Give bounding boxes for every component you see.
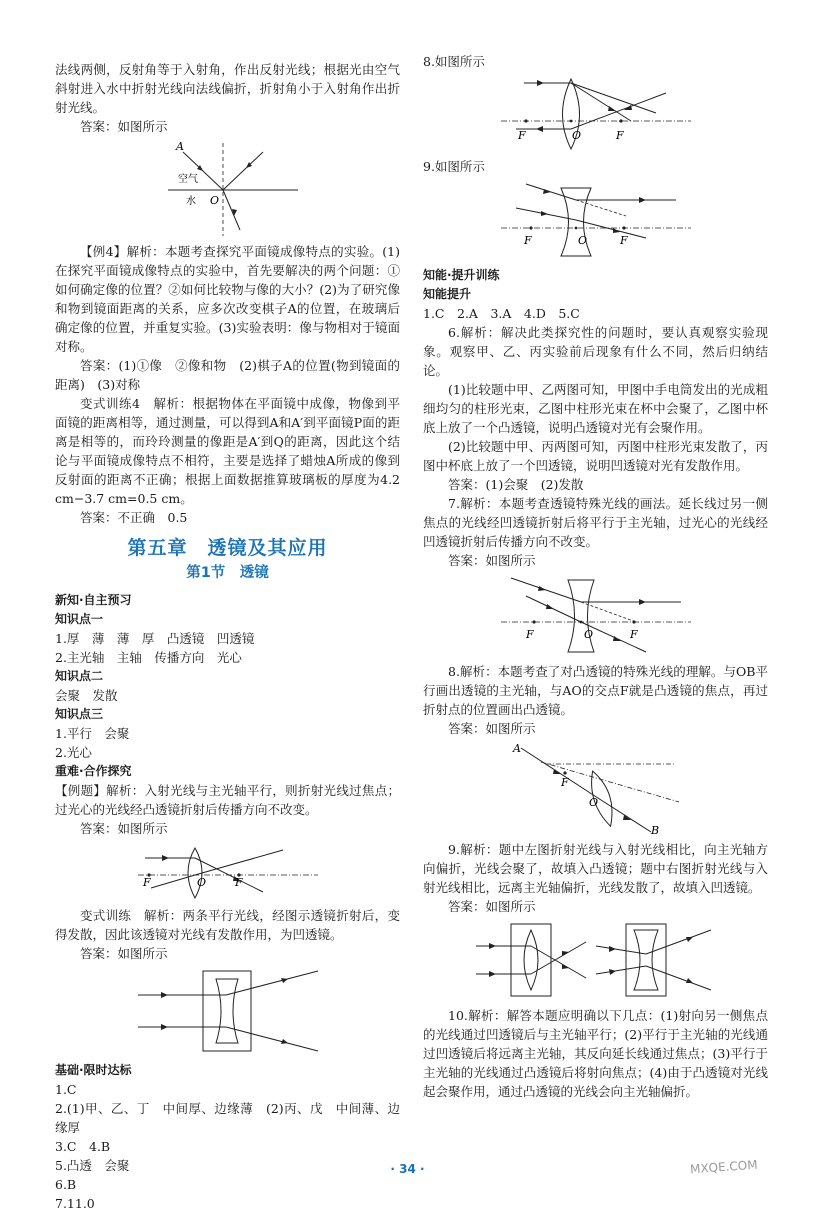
fig8-center: O (571, 129, 581, 142)
fig9-center: O (577, 234, 587, 247)
variant-problem: 变式训练 解析：两条平行光线，经图示透镜折射后，变得发散，因此该透镜对光线有发散作用，为凹透镜。 (55, 908, 400, 942)
answer-figure-label: 答案：如图所示 (80, 119, 168, 134)
kp1-line-2: 2.主光轴 主轴 传播方向 光心 (55, 650, 242, 665)
intro-text: 法线两侧，反射角等于入射角，作出反射光线；根据光由空气斜射进入水中折射光线向法线偏折，折射角小于入射角作出折射光线。 (55, 62, 400, 115)
ability-item-8: 8.解析：本题考查了对凸透镜的特殊光线的理解。与OB平行画出透镜的主光轴，与AO的交点F就是凸透镜的焦点，再过折射点的位置画出凸透镜。 (423, 664, 768, 717)
ability-item-10: 10.解析：解答本题应明确以下几点：(1)射向另一侧焦点的光线通过凹透镜后与主光轴平行；(2)平行于主光轴的光线通过凹透镜后将远离主光轴，其反向延长线通过焦点；(3)平行于主光轴的光线通过凸透镜后将射向焦点；(4)由于凸透镜对光线起会聚作用，通过凸透镜的光线会向主光轴偏折。 (423, 1008, 768, 1099)
basic-answer-1: 1.C (55, 1082, 77, 1097)
variant-answer: 答案：如图所示 (80, 946, 168, 961)
ability-heading: 知能·提升训练 (423, 268, 500, 282)
kp2-line-1: 会聚 发散 (55, 688, 118, 703)
fig9-focus-left: F (523, 234, 532, 247)
new-knowledge-heading: 新知·自主预习 (55, 593, 132, 607)
chapter-title: 第五章 透镜及其应用 (127, 537, 328, 559)
basic-answer-2: 2.(1)甲、乙、丁 中间厚、边缘薄 (2)丙、戊 中间薄、边缘厚 (55, 1101, 400, 1135)
optical-center-o: O (196, 876, 206, 889)
example-problem: 【例题】解析：入射光线与主光轴平行，则折射光线过焦点；过光心的光线经凸透镜折射后传播方向不改变。 (55, 783, 400, 817)
two-box-lens-figure (471, 918, 721, 1002)
concave-lens-figure-9 (496, 178, 696, 262)
example-answer: 答案：如图所示 (80, 821, 168, 836)
water-label: 水 (185, 196, 196, 207)
fig9-focus-right: F (619, 234, 628, 247)
point-a-label: A (175, 140, 184, 153)
basic-practice-heading: 基础·限时达标 (55, 1063, 132, 1077)
fig-b8-focus: F (560, 776, 569, 789)
air-label: 空气 (177, 174, 198, 185)
fig8-focus-right: F (615, 129, 624, 142)
kp3-line-2: 2.光心 (55, 745, 92, 760)
ability-item-6-part-2: (2)比较题中甲、丙两图可知，丙图中柱形光束发散了，丙图中杯底上放了一个凹透镜，说明凹透镜对光有发散作用。 (423, 439, 768, 473)
ability-item-7-answer: 答案：如图所示 (448, 553, 536, 568)
focus-f-right: F (234, 876, 243, 889)
knowledge-point-1-heading: 知识点一 (55, 612, 104, 626)
knowledge-point-3-heading: 知识点三 (55, 707, 104, 721)
ability-item-7: 7.解析：本题考查透镜特殊光线的画法。延长线过另一侧焦点的光线经凹透镜折射后将平行于主光轴，过光心的光线经凹透镜折射后传播方向不改变。 (423, 496, 768, 549)
basic-answer-3-4: 3.C 4.B (55, 1139, 111, 1154)
kp3-line-1: 1.平行 会聚 (55, 726, 130, 741)
point-o-label: O (209, 194, 219, 207)
reflection-refraction-figure (148, 138, 308, 238)
ability-improve-heading: 知能提升 (423, 287, 472, 301)
ability-item-8-answer: 答案：如图所示 (448, 721, 536, 736)
left-column (55, 60, 400, 1213)
knowledge-point-2-heading: 知识点二 (55, 669, 104, 683)
fig-b8-point-a: A (512, 742, 521, 755)
item-8-label: 8.如图所示 (423, 54, 485, 69)
fig7-center: O (583, 628, 593, 641)
kp1-line-1: 1.厚 薄 薄 厚 凸透镜 凹透镜 (55, 631, 255, 646)
variant-4: 变式训练4 解析：根据物体在平面镜中成像，物像到平面镜的距离相等，通过测量，可以得到A和A′到平面镜P面的距离是相等的，而玲玲测量的像距是A′到Q的距离，因此这个结论与平面镜成像特点不相符，主要是选择了蜡烛A所成的像到反射面的距离不正确；根据上面数据推算玻璃板的厚度为4.2 cm−3.7 cm=0.5 cm。 (55, 396, 400, 506)
focus-f-left: F (142, 876, 151, 889)
concave-lens-box-figure (128, 965, 328, 1057)
fig8-focus-left: F (517, 129, 526, 142)
basic-answer-6: 6.B (55, 1177, 77, 1192)
convex-lens-figure (133, 840, 323, 902)
convex-lens-figure-8 (496, 73, 696, 153)
ability-item-6: 6.解析：解决此类探究性的问题时，要认真观察实验现象。观察甲、乙、丙实验前后现象有什么不同，然后归纳结论。 (423, 325, 768, 378)
fig7-focus-left: F (525, 628, 534, 641)
ability-item-9-answer: 答案：如图所示 (448, 899, 536, 914)
right-column (423, 52, 768, 1101)
fig-b8-point-b: B (650, 824, 659, 836)
page-number: · 34 · (390, 1162, 425, 1176)
ability-item-6-part-1: (1)比较题中甲、乙两图可知，甲图中手电筒发出的光成粗细均匀的柱形光束，乙图中柱形光束在杯中会聚了，乙图中杯底上放了一个凸透镜，说明凸透镜对光有会聚作用。 (423, 382, 768, 435)
section-title: 第1节 透镜 (186, 565, 269, 581)
basic-answer-7: 7.11.0 (55, 1196, 95, 1211)
key-difficulty-heading: 重难·合作探究 (55, 764, 132, 778)
ability-item-9: 9.解析：题中左图折射光线与入射光线相比，向主光轴方向偏折，光线会聚了，故填入凸透镜；题中右图折射光线与入射光线相比，远离主光轴偏折，光线发散了，故填入凹透镜。 (423, 842, 768, 895)
basic-answer-5: 5.凸透 会聚 (55, 1158, 130, 1173)
fig7-focus-right: F (629, 628, 638, 641)
variant-4-answer: 答案：不正确 0.5 (80, 510, 188, 525)
ability-answers-1-5: 1.C 2.A 3.A 4.D 5.C (423, 306, 580, 321)
example-4-answer: 答案：(1)①像 ②像和物 (2)棋子A的位置(物到镜面的距离) (3)对称 (55, 358, 400, 392)
ability-item-6-answer: 答案：(1)会聚 (2)发散 (448, 477, 584, 492)
item-9-label: 9.如图所示 (423, 159, 485, 174)
concave-lens-figure-7 (496, 572, 696, 658)
fig-b8-center: O (588, 796, 598, 809)
watermark: MXQE.COM (689, 1157, 758, 1177)
convex-lens-focus-figure-8 (501, 740, 691, 836)
example-4: 【例4】解析：本题考查探究平面镜成像特点的实验。(1)在探究平面镜成像特点的实验中，首先要解决的两个问题：①如何确定像的位置？②如何比较物与像的大小？(2)为了研究像和物到镜面距离的关系，应多次改变棋子A的位置，在玻璃后确定像的位置，并重复实验。(3)实验表明：像与物相对于镜面对称。 (55, 244, 400, 354)
